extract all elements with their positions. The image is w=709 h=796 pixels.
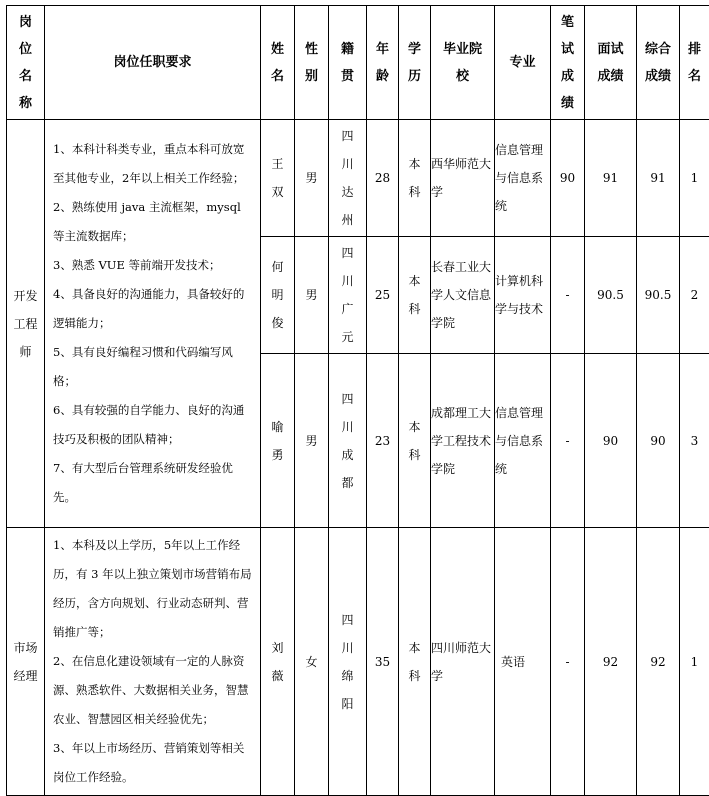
candidate-major: 信息管理与信息系统	[495, 354, 551, 528]
header-origin: 籍贯	[329, 6, 367, 120]
requirement-item: 2、熟练使用 java 主流框架，mysql 等主流数据库；	[53, 200, 241, 243]
candidate-name: 王双	[261, 120, 295, 237]
header-major: 专业	[495, 6, 551, 120]
candidate-school: 西华师范大学	[431, 120, 495, 237]
candidate-education: 本科	[399, 120, 431, 237]
header-school: 毕业院校	[431, 6, 495, 120]
header-interview: 面试成绩	[585, 6, 637, 120]
candidate-total-score: 92	[637, 528, 680, 796]
candidate-school: 四川师范大学	[431, 528, 495, 796]
header-age: 年龄	[367, 6, 399, 120]
candidate-gender: 男	[295, 354, 329, 528]
candidate-name: 刘薇	[261, 528, 295, 796]
requirement-item: 1、本科计科类专业，重点本科可放宽至其他专业，2年以上相关工作经验；	[53, 142, 245, 185]
candidate-gender: 男	[295, 237, 329, 354]
candidate-school: 长春工业大学人文信息学院	[431, 237, 495, 354]
candidate-rank: 1	[680, 120, 709, 237]
candidate-gender: 男	[295, 120, 329, 237]
requirement-item: 2、在信息化建设领域有一定的人脉资源、熟悉软件、大数据相关业务，智慧农业、智慧园区相关经验优先；	[53, 654, 249, 726]
candidate-origin: 四川成都	[329, 354, 367, 528]
candidate-total-score: 91	[637, 120, 680, 237]
requirement-item: 1、本科及以上学历，5年以上工作经历，有 3 年以上独立策划市场营销布局经历，含方向规划、行业动态研判、营销推广等；	[53, 538, 252, 639]
header-row	[7, 6, 709, 120]
candidate-major: 英语	[495, 528, 551, 796]
recruitment-results-table	[6, 5, 709, 796]
candidate-written-score: -	[551, 237, 585, 354]
candidate-age: 23	[367, 354, 399, 528]
candidate-age: 25	[367, 237, 399, 354]
candidate-interview-score: 92	[585, 528, 637, 796]
requirement-item: 5、具有良好编程习惯和代码编写风格；	[53, 345, 233, 388]
header-total: 综合成绩	[637, 6, 680, 120]
candidate-education: 本科	[399, 354, 431, 528]
table-row	[7, 120, 709, 237]
candidate-gender: 女	[295, 528, 329, 796]
candidate-education: 本科	[399, 528, 431, 796]
requirement-item: 4、具备良好的沟通能力，具备较好的逻辑能力；	[53, 287, 245, 330]
header-rank: 排名	[680, 6, 709, 120]
requirements-cell	[45, 528, 261, 796]
candidate-origin: 四川广元	[329, 237, 367, 354]
candidate-name: 何明俊	[261, 237, 295, 354]
candidate-origin: 四川达州	[329, 120, 367, 237]
candidate-name: 喻勇	[261, 354, 295, 528]
candidate-written-score: 90	[551, 120, 585, 237]
candidate-rank: 3	[680, 354, 709, 528]
candidate-total-score: 90	[637, 354, 680, 528]
post-cell: 市场经理	[7, 528, 45, 796]
candidate-interview-score: 90.5	[585, 237, 637, 354]
post-cell: 开发工程师	[7, 120, 45, 528]
header-requirements: 岗位任职要求	[45, 6, 261, 120]
candidate-education: 本科	[399, 237, 431, 354]
candidate-origin: 四川绵阳	[329, 528, 367, 796]
header-name: 姓名	[261, 6, 295, 120]
header-written: 笔试成绩	[551, 6, 585, 120]
candidate-interview-score: 90	[585, 354, 637, 528]
header-gender: 性别	[295, 6, 329, 120]
header-education: 学历	[399, 6, 431, 120]
candidate-major: 信息管理与信息系统	[495, 120, 551, 237]
requirements-cell	[45, 120, 261, 528]
requirement-item: 6、具有较强的自学能力、良好的沟通技巧及积极的团队精神；	[53, 403, 245, 446]
candidate-written-score: -	[551, 354, 585, 528]
candidate-age: 28	[367, 120, 399, 237]
candidate-major: 计算机科学与技术	[495, 237, 551, 354]
candidate-school: 成都理工大学工程技术学院	[431, 354, 495, 528]
candidate-interview-score: 91	[585, 120, 637, 237]
requirement-item: 7、有大型后台管理系统研发经验优先。	[53, 461, 233, 504]
candidate-total-score: 90.5	[637, 237, 680, 354]
header-post: 岗位名称	[7, 6, 45, 120]
requirement-item: 3、熟悉 VUE 等前端开发技术；	[53, 258, 221, 272]
candidate-rank: 1	[680, 528, 709, 796]
candidate-written-score: -	[551, 528, 585, 796]
requirement-item: 3、年以上市场经历、营销策划等相关岗位工作经验。	[53, 741, 245, 784]
candidate-rank: 2	[680, 237, 709, 354]
candidate-age: 35	[367, 528, 399, 796]
table-row	[7, 528, 709, 796]
